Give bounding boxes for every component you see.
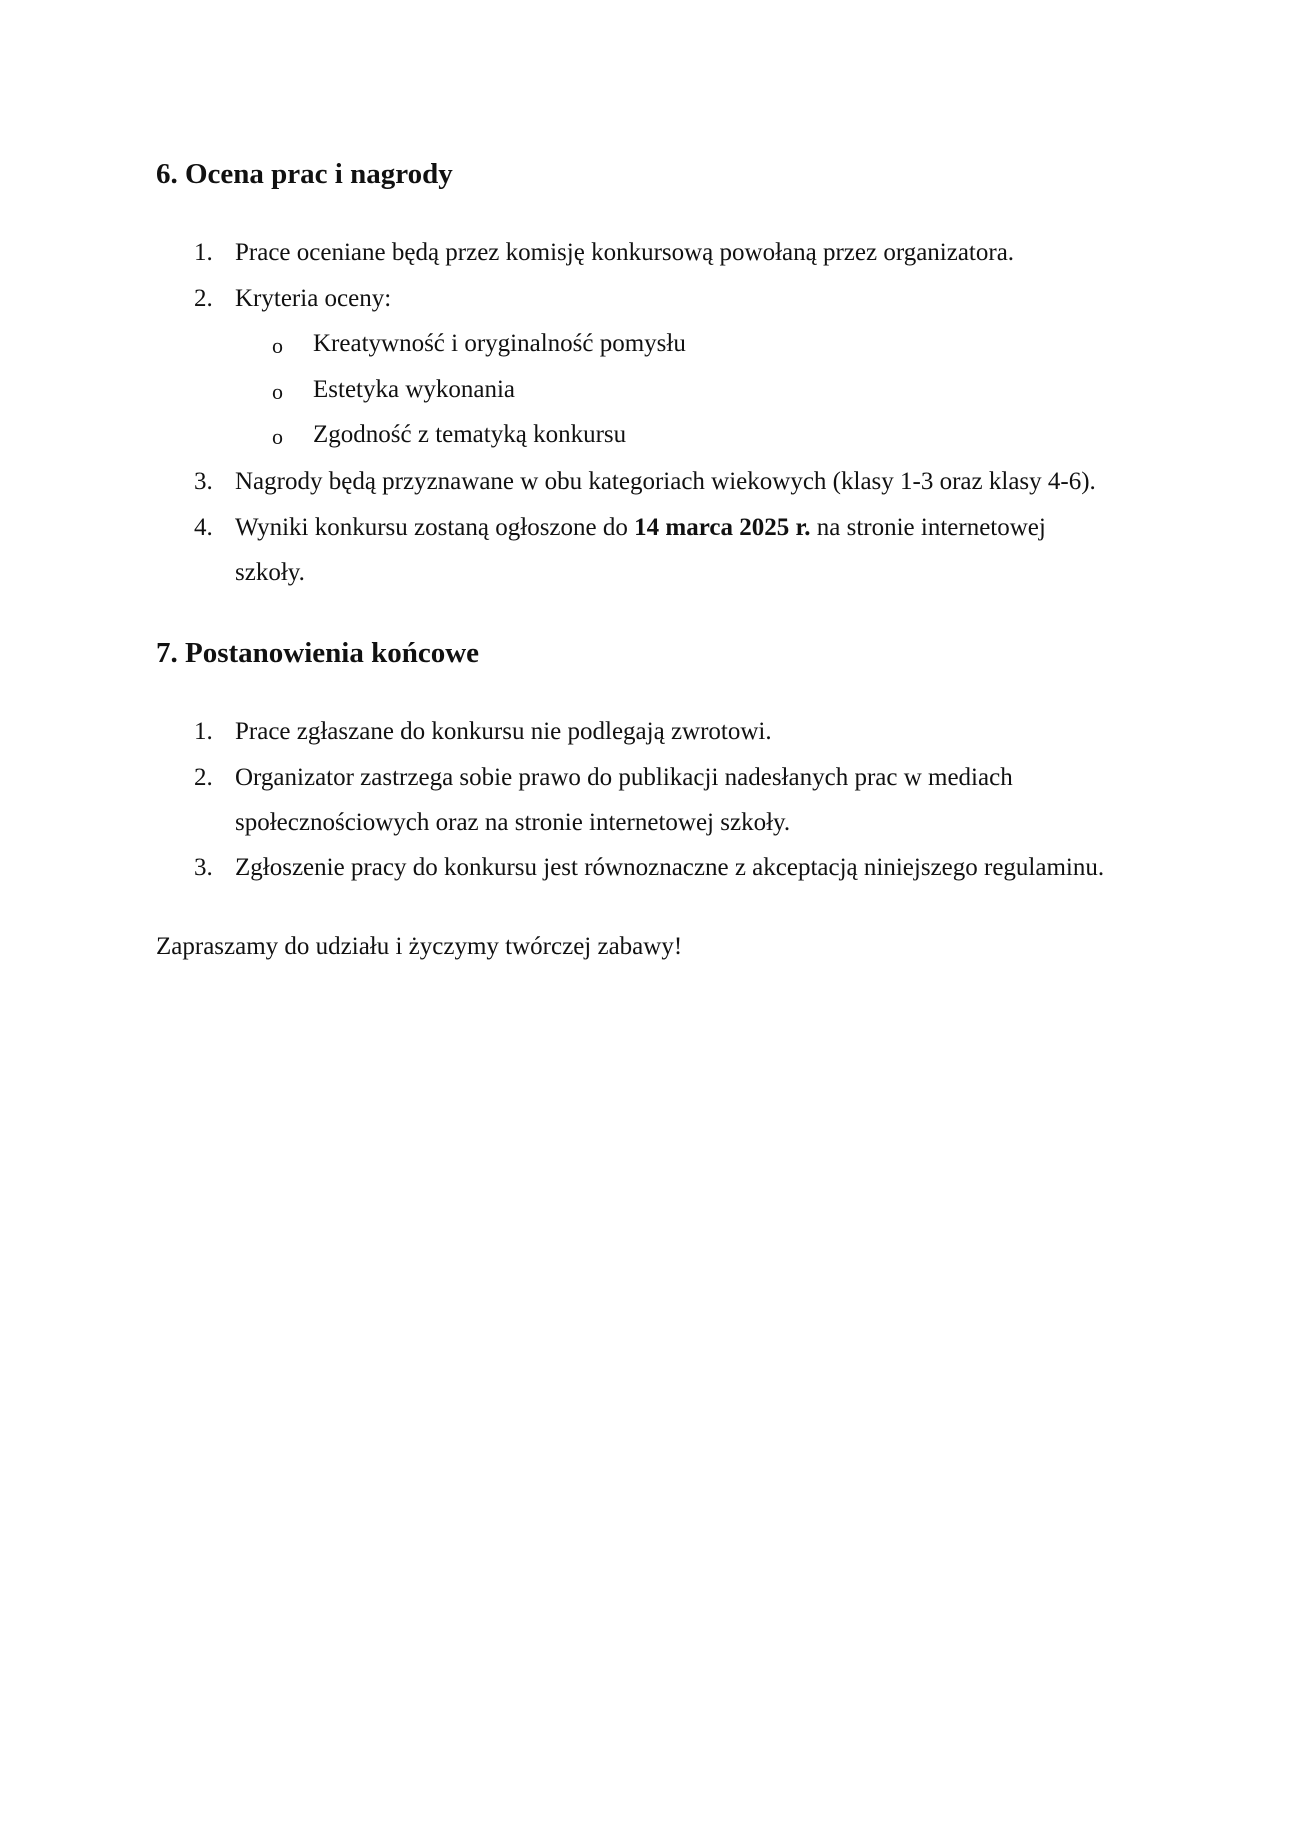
results-text-after: na stronie internetowej xyxy=(810,514,1046,541)
criteria-item: Estetyka wykonania xyxy=(313,376,516,403)
list-item-number: 2. xyxy=(194,285,213,312)
list-item-text: Zgłoszenie pracy do konkursu jest równoznaczne z akceptacją niniejszego regulaminu. xyxy=(235,854,1105,881)
criteria-item: Kreatywność i oryginalność pomysłu xyxy=(313,330,686,357)
list-item-text: Organizator zastrzega sobie prawo do publikacji nadesłanych prac w mediach xyxy=(235,764,1013,791)
list-item-number: 1. xyxy=(194,718,213,745)
list-item-text: Nagrody będą przyznawane w obu kategoriach wiekowych (klasy 1-3 oraz klasy 4-6). xyxy=(235,468,1096,495)
closing-text: Zapraszamy do udziału i życzymy twórczej zabawy! xyxy=(156,933,683,960)
list-item-number: 3. xyxy=(194,854,213,881)
list-item-text xyxy=(235,513,1046,543)
list-item-number: 1. xyxy=(194,239,213,266)
list-item-text: Kryteria oceny: xyxy=(235,285,392,312)
list-item-text: Prace oceniane będą przez komisję konkursową powołaną przez organizatora. xyxy=(235,239,1015,266)
criteria-bullet: o xyxy=(272,424,283,449)
criteria-bullet: o xyxy=(272,333,283,358)
list-item-number: 2. xyxy=(194,764,213,791)
list-item-continuation: społecznościowych oraz na stronie internetowej szkoły. xyxy=(235,809,791,836)
section-6-heading: 6. Ocena prac i nagrody xyxy=(156,158,453,190)
results-date: 14 marca 2025 r. xyxy=(634,514,811,541)
list-item-text: Prace zgłaszane do konkursu nie podlegają zwrotowi. xyxy=(235,718,772,745)
list-item-number: 4. xyxy=(194,514,213,541)
list-item-number: 3. xyxy=(194,468,213,495)
section-7-heading: 7. Postanowienia końcowe xyxy=(156,637,480,669)
list-item-continuation: szkoły. xyxy=(235,559,305,586)
criteria-item: Zgodność z tematyką konkursu xyxy=(313,421,627,448)
criteria-bullet: o xyxy=(272,379,283,404)
results-text-before: Wyniki konkursu zostaną ogłoszone do xyxy=(235,514,635,541)
